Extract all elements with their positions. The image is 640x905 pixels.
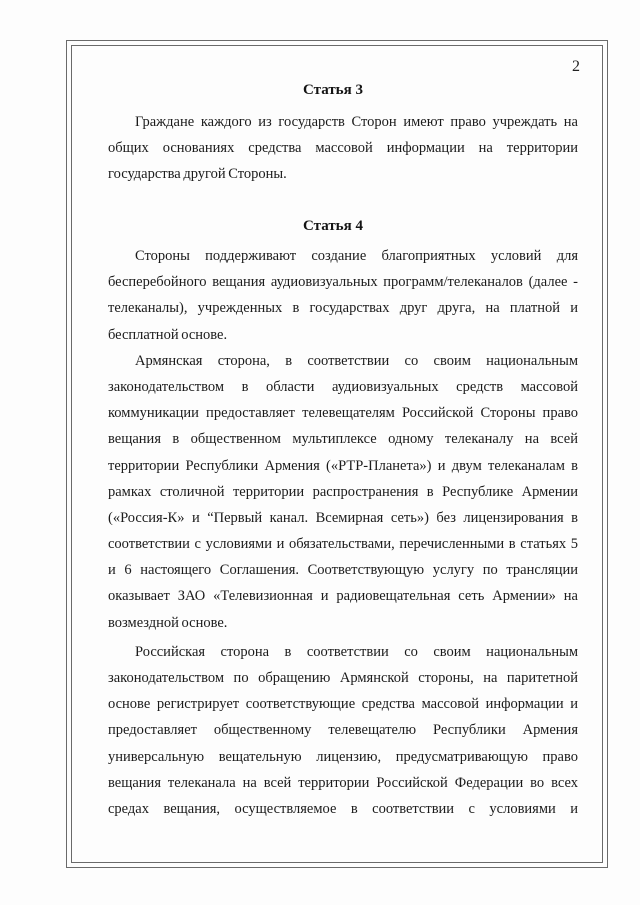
- paragraph: [108, 109, 578, 188]
- text-line: возмездной основе.: [108, 614, 228, 631]
- text-line: вещания телеканала на всей территории Российской Федерации во всех: [108, 774, 578, 791]
- paragraph: [108, 243, 578, 348]
- text-line: законодательством по обращению Армянской стороны, на паритетной: [108, 670, 578, 686]
- text-line: Российская сторона в соответствии со своим национальным: [135, 643, 578, 660]
- text-line: бесплатной основе.: [108, 326, 228, 343]
- text-line: предоставляет общественному телевещателю Республики Армения: [108, 722, 578, 739]
- page-number: 2: [572, 58, 580, 75]
- text-line: универсальную вещательную лицензию, предусматривающую право: [108, 748, 578, 765]
- text-line: Армянская сторона, в соответствии со своим национальным: [135, 352, 578, 369]
- text-line: телеканалы), учрежденных в государствах друг друга, на платной и: [108, 300, 578, 317]
- text-line: средах вещания, осуществляемое в соответствии с условиями и: [108, 800, 578, 817]
- paragraph: [108, 639, 578, 822]
- text-line: рамках столичной территории распространения в Республике Армении: [108, 483, 578, 500]
- text-line: оказывает ЗАО «Телевизионная и радиовещательная сеть Армении» на: [108, 588, 578, 605]
- paragraph: [108, 348, 578, 636]
- article-3-heading: Статья 3: [303, 82, 363, 98]
- text-line: государства другой Стороны.: [108, 166, 287, 183]
- article-3-body: [108, 109, 578, 188]
- text-line: Стороны поддерживают создание благоприятных условий для: [135, 248, 578, 264]
- text-line: территории Республики Армения («РТР-Планета») и двум телеканалам в: [108, 457, 578, 474]
- text-line: Граждане каждого из государств Сторон имеют право учреждать на: [135, 114, 578, 130]
- text-line: и 6 настоящего Соглашения. Соответствующую услугу по трансляции: [108, 562, 578, 579]
- article-4-body: [108, 243, 578, 822]
- text-line: соответствии с условиями и обязательствами, перечисленными в статьях 5: [108, 536, 578, 553]
- text-line: вещания в общественном мультиплексе одному телеканалу на всей: [108, 431, 578, 448]
- text-line: бесперебойного вещания аудиовизуальных программ/телеканалов (далее -: [108, 274, 578, 291]
- article-4-heading: Статья 4: [303, 218, 363, 234]
- text-line: общих основаниях средства массовой информации на территории: [108, 140, 578, 157]
- text-line: основе регистрирует соответствующие средства массовой информации и: [108, 696, 578, 713]
- text-line: («Россия-К» и “Первый канал. Всемирная сеть») без лицензирования в: [108, 509, 578, 526]
- text-line: коммуникации предоставляет телевещателям Российской Стороны право: [108, 405, 578, 422]
- text-line: законодательством в области аудиовизуальных средств массовой: [108, 378, 578, 395]
